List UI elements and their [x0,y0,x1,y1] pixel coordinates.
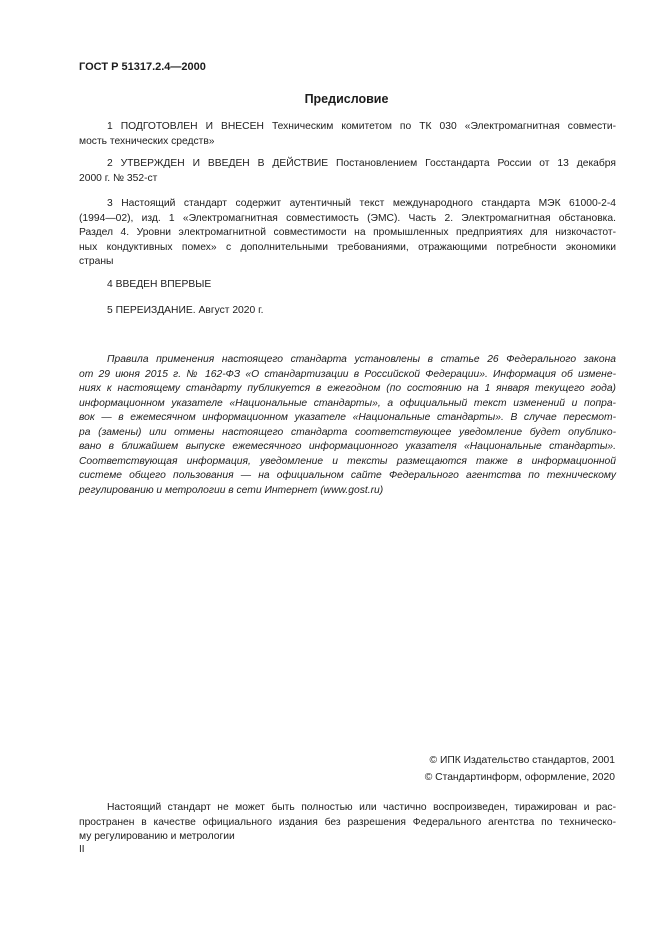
standard-application-notice: Правила применения настоящего стандарта установлены в статье 26 Федерального закона от 29 июня 2015 г. № 162-ФЗ «О стандартизации в Российской Федерации». Информация об измене- ниях к настоящему стандарту публикуется в ежегодном (по состоянию на 1 января текущего года) информационном указателе «Национальные стандарты», а официальный текст изменений и попра- вок — в ежемесячном информационном указателе «Национальные стандарты». В случае пересмот- ра (замены) или отмены настоящего стандарта соответствующее уведомление будет опублико- вано в ближайшем выпуске ежемесячного информационного указателя «Национальные стандарты». Соответствующая информация, уведомление и тексты размещаются также в информационной системе общего пользования — на официальном сайте Федерального агентства по техническому регулированию и метрологии в сети Интернет (www.gost.ru) [79,354,616,496]
copyright-line-1: © ИПК Издательство стандартов, 2001 [429,755,615,766]
foreword-item-3: 3 Настоящий стандарт содержит аутентичный текст международного стандарта МЭК 61000-2-4 (1994—02), изд. 1 «Электромагнитная совместимость (ЭМС). Часть 2. Электромагнитная обстановка. Раздел 4. Уровни электромагнитной совместимости на промышленных предприятиях для низкочастот- ных кондуктивных помех» с дополнительными требованиями, отражающими потребности экономики страны [79,198,616,267]
reproduction-notice: Настоящий стандарт не может быть полностью или частично воспроизведен, тиражирован и рас- пространен в качестве официального издания без разрешения Федерального агентства по техническо- му регулированию и метрологии [79,802,616,842]
foreword-item-1: 1 ПОДГОТОВЛЕН И ВНЕСЕН Техническим комитетом по ТК 030 «Электромагнитная совмести- мость технических средств» [79,121,616,147]
foreword-item-5: 5 ПЕРЕИЗДАНИЕ. Август 2020 г. [107,305,264,316]
page-title: Предисловие [304,92,389,106]
copyright-line-2: © Стандартинформ, оформление, 2020 [424,772,615,783]
foreword-item-2: 2 УТВЕРЖДЕН И ВВЕДЕН В ДЕЙСТВИЕ Постановлением Госстандарта России от 13 декабря 2000 г. № 352-ст [79,158,616,184]
foreword-item-4: 4 ВВЕДЕН ВПЕРВЫЕ [107,279,212,290]
document-code: ГОСТ Р 51317.2.4—2000 [79,61,206,73]
page-number: II [79,844,85,855]
